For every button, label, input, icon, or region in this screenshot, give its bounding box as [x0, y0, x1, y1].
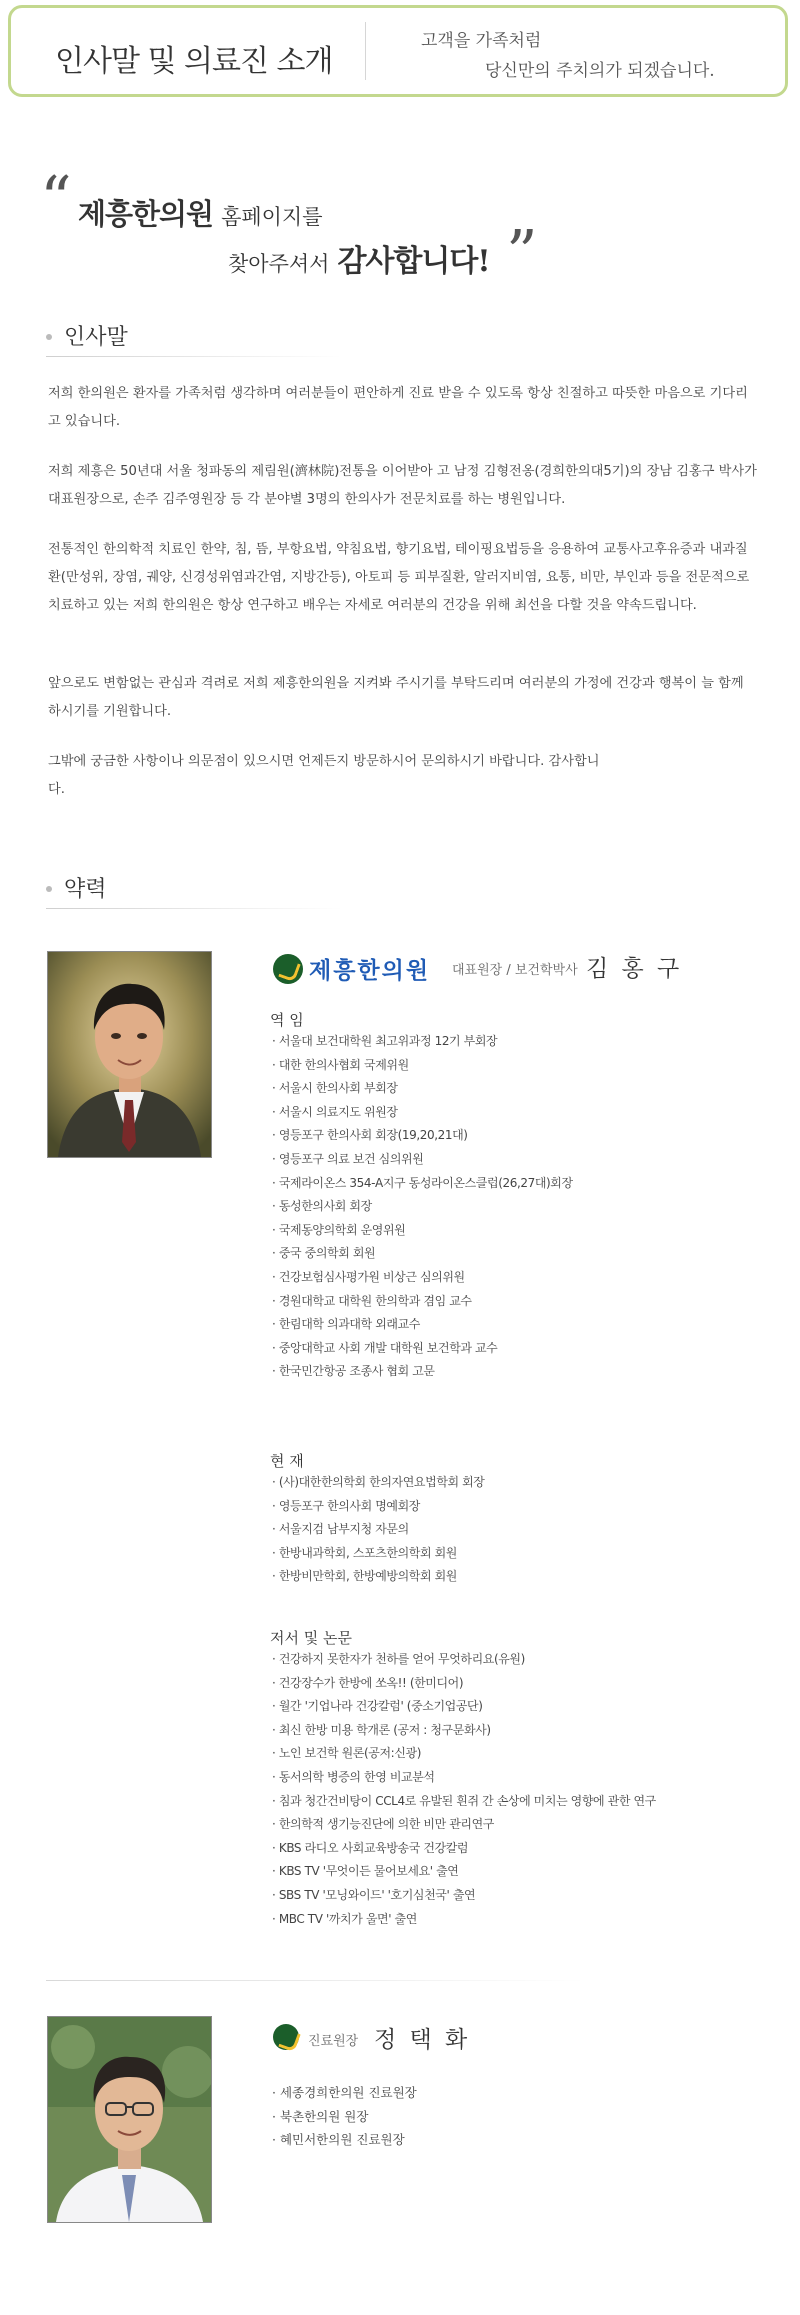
list-item: · 건강장수가 한방에 쏘옥!! (한미디어) [272, 1672, 656, 1696]
greeting-heading: 인사말 [64, 325, 128, 350]
list-item: · 동서의학 병증의 한영 비교분석 [272, 1766, 656, 1790]
doctor2-name: 정 택 화 [374, 2027, 471, 2053]
list-item: · 한의학적 생기능진단에 의한 비만 관리연구 [272, 1813, 656, 1837]
doctor1-name: 김 홍 구 [586, 956, 683, 982]
list-item: · 경원대학교 대학원 한의학과 겸임 교수 [272, 1290, 573, 1314]
list-item: · 영등포구 한의사회 회장(19,20,21대) [272, 1124, 573, 1148]
list-item: · 동성한의사회 회장 [272, 1195, 573, 1219]
list-item: · 중국 중의학회 회원 [272, 1242, 573, 1266]
doctor1-photo [47, 951, 212, 1158]
doctor1-history-list [272, 1030, 573, 1384]
header-divider [365, 22, 366, 80]
list-item: · 한림대학 의과대학 외래교수 [272, 1313, 573, 1337]
clinic-logo-icon [273, 2024, 299, 2050]
list-item: · KBS 라디오 사회교육방송국 건강칼럼 [272, 1837, 656, 1861]
list-item: · 혜민서한의원 진료원장 [272, 2128, 417, 2152]
welcome-line1 [78, 192, 323, 233]
list-item: · 서울대 보건대학원 최고위과정 12기 부회장 [272, 1030, 573, 1054]
doctor-divider [46, 1980, 586, 1981]
doctor2-photo [47, 2016, 212, 2223]
career-heading-underline [46, 908, 342, 909]
welcome-clinic-name: 제흥한의원 [78, 197, 214, 231]
list-item: · 대한 한의사협회 국제위원 [272, 1054, 573, 1078]
greeting-paragraph-4: 앞으로도 변함없는 관심과 격려로 저희 제흥한의원을 지켜봐 주시기를 부탁드리며 여러분의 가정에 건강과 행복이 늘 함께 하시기를 기원합니다. [48, 676, 744, 719]
welcome-thanks: 감사합니다! [337, 244, 490, 279]
list-item: · 한국민간항공 조종사 협회 고문 [272, 1360, 573, 1384]
greeting-paragraph-2: 저희 제흥은 50년대 서울 청파동의 제림원(濟林院)전통을 이어받아 고 남정 김형전옹(경희한의대5기)의 장남 김홍구 박사가 대표원장으로, 손주 김주영원장 등 각 분야별 3명의 한의사가 전문치료를 하는 병원입니다. [48, 464, 757, 507]
list-item: · 세종경희한의원 진료원장 [272, 2081, 417, 2105]
welcome-line2 [228, 236, 490, 280]
greeting-paragraph-3: 전통적인 한의학적 치료인 한약, 침, 뜸, 부항요법, 약침요법, 향기요법, 테이핑요법등을 응용하여 교통사고후유증과 내과질환(만성위, 장염, 궤양, 신경성위염과간염, 지방간등), 아토피 등 피부질환, 알러지비염, 요통, 비만, 부인과 등을 전문적으로 치료하고 있는 저희 한의원은 항상 연구하고 배우는 자세로 여러분의 건강을 위해 최선을 다할 것을 약속드립니다. [48, 542, 750, 613]
header-slogan-line2: 당신만의 주치의가 되겠습니다. [485, 61, 715, 81]
list-item: · 중앙대학교 사회 개발 대학원 보건학과 교수 [272, 1337, 573, 1361]
greeting-heading-underline [46, 356, 342, 357]
quote-close-icon: ” [506, 216, 538, 289]
list-item: · 서울시 의료지도 위원장 [272, 1101, 573, 1125]
clinic-logo [273, 952, 430, 985]
list-item: · 영등포구 한의사회 명예회장 [272, 1495, 485, 1519]
doctor2-history-list [272, 2081, 417, 2152]
list-item: · 국제라이온스 354-A지구 동성라이온스클럽(26,27대)회장 [272, 1172, 573, 1196]
list-item: · 서울시 한의사회 부회장 [272, 1077, 573, 1101]
list-item: · 북촌한의원 원장 [272, 2105, 417, 2129]
list-item: · 월간 '기업나라 건강칼럼' (중소기업공단) [272, 1695, 656, 1719]
list-item: · MBC TV '까치가 울면' 출연 [272, 1908, 656, 1932]
list-item: · 한방비만학회, 한방예방의학회 회원 [272, 1565, 485, 1589]
list-item: · KBS TV '무엇이든 물어보세요' 출연 [272, 1860, 656, 1884]
list-item: · 노인 보건학 원론(공저:신광) [272, 1742, 656, 1766]
doctor2-role: 진료원장 [308, 2034, 359, 2049]
doctor1-current-heading: 현 재 [270, 1452, 304, 1470]
list-item: · 국제동양의학회 운영위원 [272, 1219, 573, 1243]
list-item: · (사)대한한의학회 한의자연요법학회 회장 [272, 1471, 485, 1495]
clinic-logo-text: 제흥한의원 [309, 958, 431, 984]
welcome-line2-text: 찾아주셔서 [228, 252, 330, 276]
doctor1-history-heading: 역 임 [270, 1011, 304, 1029]
section-bullet-icon [46, 886, 52, 892]
list-item: · 최신 한방 미용 학개론 (공저 : 청구문화사) [272, 1719, 656, 1743]
doctor1-works-heading: 저서 및 논문 [270, 1629, 352, 1647]
list-item: · 서울지검 남부지청 자문의 [272, 1518, 485, 1542]
page-title: 인사말 및 의료진 소개 [55, 44, 333, 79]
header-slogan-line1: 고객을 가족처럼 [421, 31, 542, 51]
clinic-logo-icon [273, 954, 303, 984]
list-item: · SBS TV '모닝와이드' '호기심천국' 출연 [272, 1884, 656, 1908]
greeting-paragraph-5: 그밖에 궁금한 사항이나 의문점이 있으시면 언제든지 방문하시어 문의하시기 바랍니다. 감사합니다. [48, 754, 600, 797]
career-heading: 약력 [64, 877, 107, 902]
list-item: · 영등포구 의료 보건 심의위원 [272, 1148, 573, 1172]
clinic-logo-small [273, 2024, 299, 2050]
list-item: · 침과 청간건비탕이 CCL4로 유발된 흰쥐 간 손상에 미치는 영향에 관한 연구 [272, 1790, 656, 1814]
section-bullet-icon [46, 334, 52, 340]
list-item: · 건강하지 못한자가 천하를 얻어 무엇하리요(유원) [272, 1648, 656, 1672]
list-item: · 한방내과학회, 스포츠한의학회 회원 [272, 1542, 485, 1566]
doctor1-works-list [272, 1648, 656, 1931]
welcome-line1-text: 홈페이지를 [221, 205, 323, 229]
header-banner [8, 5, 788, 97]
doctor1-current-list [272, 1471, 485, 1589]
list-item: · 건강보험심사평가원 비상근 심의위원 [272, 1266, 573, 1290]
greeting-paragraph-1: 저희 한의원은 환자를 가족처럼 생각하며 여러분들이 편안하게 진료 받을 수 있도록 항상 친절하고 따뜻한 마음으로 기다리고 있습니다. [48, 386, 748, 429]
doctor1-role: 대표원장 / 보건학박사 [452, 963, 578, 978]
quote-open-icon: “ [40, 162, 72, 235]
